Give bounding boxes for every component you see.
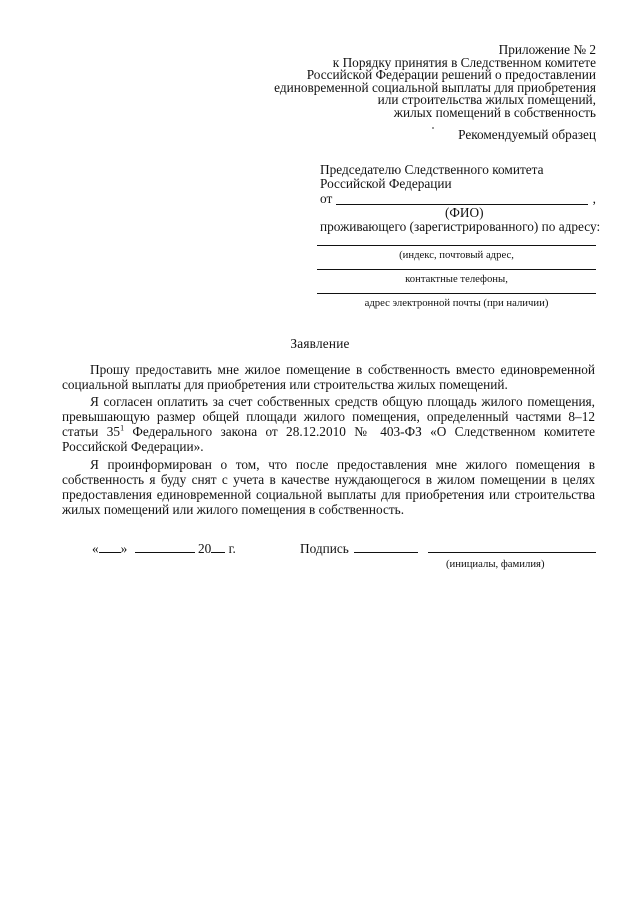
from-label: от — [320, 191, 333, 206]
signature-label: Подпись — [300, 541, 349, 556]
address-caption: (индекс, почтовый адрес, — [399, 249, 514, 261]
year-field[interactable] — [211, 540, 225, 553]
paragraph-2 — [62, 394, 595, 454]
signature-field[interactable] — [354, 540, 418, 553]
article-superscript: 1 — [120, 423, 125, 433]
paragraph-2-part-a: Я согласен оплатить за счет собственных средств общую площадь жилого помещения, превышающую размер общей площади жилого помещения, определенный частями 8–12 статьи 35 — [62, 394, 595, 440]
appendix-line: жилых помещений в собственность — [393, 104, 596, 120]
quote-close: » — [120, 541, 128, 556]
date-row — [92, 540, 236, 557]
phone-caption: контактные телефоны, — [405, 273, 508, 285]
quote-open: « — [92, 541, 99, 556]
paragraph-1: Прошу предоставить мне жилое помещение в собственность вместо единовременной социальной выплаты для приобретения или строительства жилых помещений. — [62, 362, 595, 393]
document-title: Заявление — [290, 336, 350, 351]
appendix-line: Российской Федерации решений о предоставлении — [306, 67, 596, 83]
addressee-line-1: Председателю Следственного комитета — [320, 162, 544, 177]
month-field[interactable] — [135, 540, 195, 553]
residence-label: проживающего (зарегистрированного) по адресу: — [320, 219, 601, 234]
from-comma: , — [592, 191, 596, 206]
appendix-line: единовременной социальной выплаты для приобретения — [274, 79, 596, 95]
email-caption: адрес электронной почты (при наличии) — [364, 297, 549, 309]
name-field[interactable] — [428, 540, 596, 553]
scan-speck — [432, 127, 434, 129]
addressee-block — [320, 163, 600, 191]
sample-label: Рекомендуемый образец — [458, 127, 596, 142]
appendix-header — [256, 44, 596, 120]
fio-caption: (ФИО) — [445, 205, 484, 220]
addressee-line-2: Российской Федерации — [320, 176, 452, 191]
year-prefix: 20 — [197, 541, 212, 556]
appendix-line: или строительства жилых помещений, — [377, 92, 596, 108]
email-field[interactable] — [317, 293, 596, 294]
appendix-line: Приложение № 2 — [498, 42, 596, 57]
paragraph-2-part-b: Федерального закона от 28.12.2010 № 403-ФЗ «О Следственном комитете Российской Федерации». — [62, 424, 596, 455]
address-field[interactable] — [317, 245, 596, 246]
signature-row — [300, 540, 596, 557]
signature-caption: (инициалы, фамилия) — [446, 558, 545, 570]
day-field[interactable] — [99, 540, 121, 553]
document-body — [62, 362, 595, 519]
phone-field[interactable] — [317, 269, 596, 270]
year-suffix: г. — [225, 541, 236, 556]
paragraph-3: Я проинформирован о том, что после предоставления мне жилого помещения в собственность я буду снят с учета в качестве нуждающегося в жилом помещении в целях предоставления единовременной социальной выплаты для приобретения или строительства жилых помещений или жилого помещения в собственность. — [62, 456, 595, 517]
appendix-line: к Порядку принятия в Следственном комитете — [332, 54, 596, 70]
